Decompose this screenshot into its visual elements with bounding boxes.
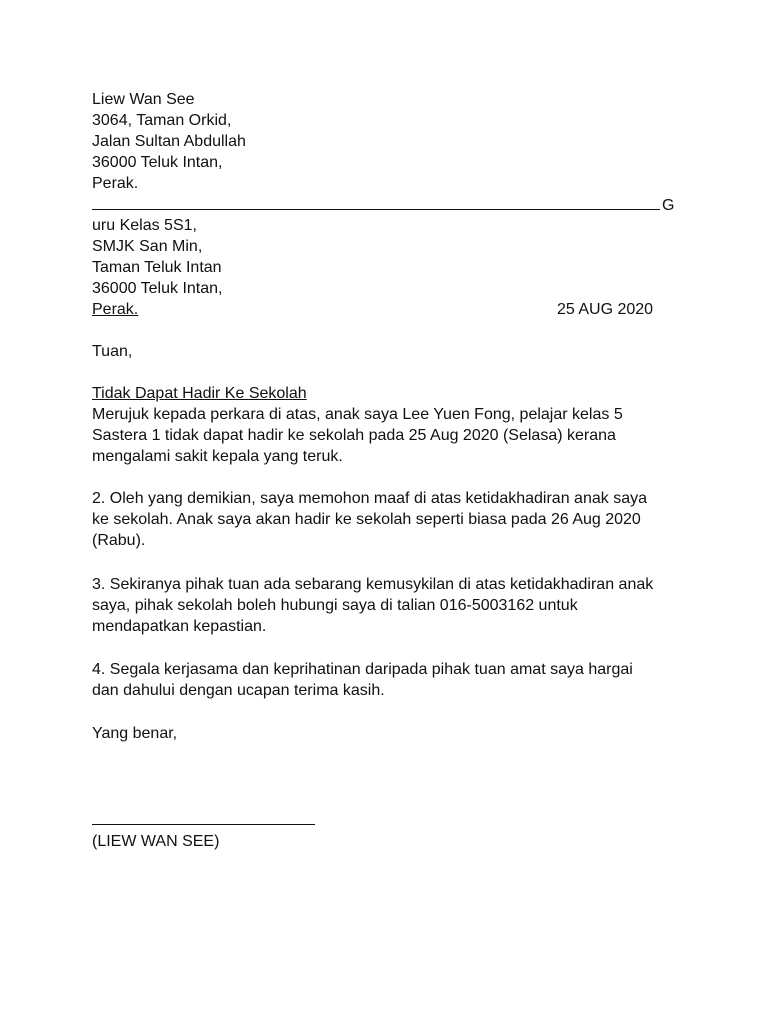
paragraph-line: mengalami sakit kepala yang teruk.: [92, 448, 343, 465]
recipient-line: 36000 Teluk Intan,: [92, 280, 223, 297]
paragraph-line: saya, pihak sekolah boleh hubungi saya di talian 016-5003162 untuk: [92, 597, 578, 614]
recipient-line: uru Kelas 5S1,: [92, 217, 197, 234]
paragraph-line: 2. Oleh yang demikian, saya memohon maaf di atas ketidakhadiran anak saya: [92, 490, 647, 507]
sender-address-line: 3064, Taman Orkid,: [92, 112, 232, 129]
salutation: Tuan,: [92, 343, 133, 360]
paragraph-line: Merujuk kepada perkara di atas, anak saya Lee Yuen Fong, pelajar kelas 5: [92, 406, 623, 423]
sender-address-line: Perak.: [92, 175, 139, 192]
paragraph-line: Sastera 1 tidak dapat hadir ke sekolah pada 25 Aug 2020 (Selasa) kerana: [92, 427, 616, 444]
paragraph-line: (Rabu).: [92, 532, 146, 549]
header-divider: [92, 209, 660, 210]
divider-trailing-char: G: [662, 197, 675, 214]
paragraph-line: mendapatkan kepastian.: [92, 618, 267, 635]
letter-date: 25 AUG 2020: [557, 301, 654, 318]
signature-line: [92, 824, 315, 825]
recipient-line: Perak.: [92, 301, 139, 318]
paragraph-line: 4. Segala kerjasama dan keprihatinan daripada pihak tuan amat saya hargai: [92, 661, 633, 678]
recipient-line: SMJK San Min,: [92, 238, 203, 255]
closing: Yang benar,: [92, 725, 178, 742]
paragraph-line: dan dahului dengan ucapan terima kasih.: [92, 682, 385, 699]
sender-name: Liew Wan See: [92, 91, 195, 108]
recipient-line: Taman Teluk Intan: [92, 259, 222, 276]
signature-name: (LIEW WAN SEE): [92, 833, 220, 850]
sender-address-line: 36000 Teluk Intan,: [92, 154, 223, 171]
sender-address-line: Jalan Sultan Abdullah: [92, 133, 246, 150]
subject-heading: Tidak Dapat Hadir Ke Sekolah: [92, 385, 307, 402]
paragraph-line: ke sekolah. Anak saya akan hadir ke sekolah seperti biasa pada 26 Aug 2020: [92, 511, 641, 528]
paragraph-line: 3. Sekiranya pihak tuan ada sebarang kemusykilan di atas ketidakhadiran anak: [92, 576, 654, 593]
